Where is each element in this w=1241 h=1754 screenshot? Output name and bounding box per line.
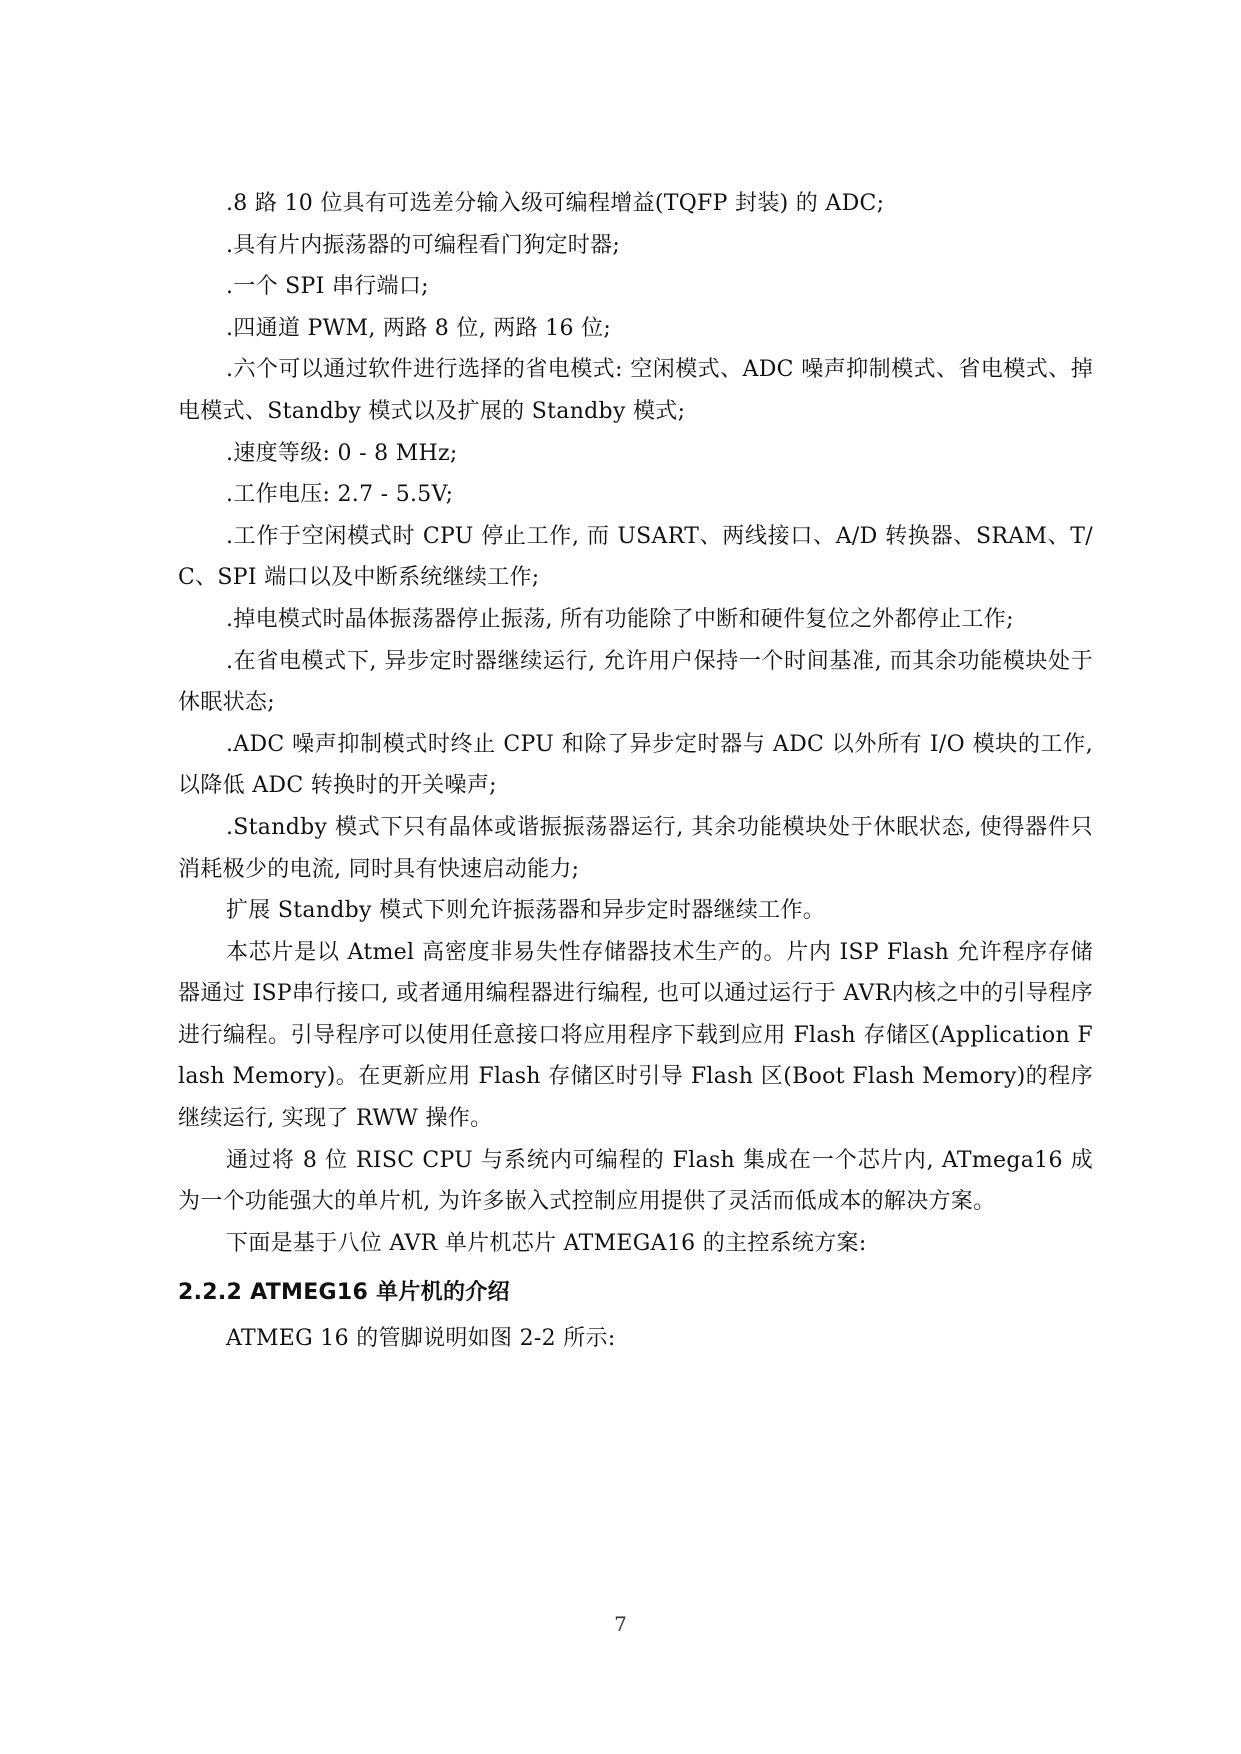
paragraph-power-save: .在省电模式下, 异步定时器继续运行, 允许用户保持一个时间基准, 而其余功能模块处于休眠状态; [178,648,1093,716]
paragraph-pwm: .四通道 PWM, 两路 8 位, 两路 16 位; [226,315,612,341]
page-body [178,183,1093,1360]
paragraph-power-down: .掉电模式时晶体振荡器停止振荡, 所有功能除了中断和硬件复位之外都停止工作; [226,606,1014,632]
section-heading: 2.2.2 ATMEG16 单片机的介绍 [178,1280,510,1306]
paragraph-adc: .8 路 10 位具有可选差分输入级可编程增益(TQFP 封装) 的 ADC; [226,191,885,216]
paragraph-risc-cpu: 通过将 8 位 RISC CPU 与系统内可编程的 Flash 集成在一个芯片内, ATmega16 成为一个功能强大的单片机, 为许多嵌入式控制应用提供了灵活而低成本的解决方案。 [178,1147,1093,1215]
paragraph-watchdog: .具有片内振荡器的可编程看门狗定时器; [226,232,621,258]
paragraph-flash-technology: 本芯片是以 Atmel 高密度非易失性存储器技术生产的。片内 ISP Flash 允许程序存储器通过 ISP串行接口, 或者通用编程器进行编程, 也可以通过运行于 AVR内核之中的引导程序进行编程。引导程序可以使用任意接口将应用程序下载到应用 Flash 存储区(Application Flash Memory)。在更新应用 Flash 存储区时引导 Flash 区(Boot Flash Memory)的程序继续运行, 实现了 RWW 操作。 [178,939,1093,1132]
paragraph-idle-mode: .工作于空闲模式时 CPU 停止工作, 而 USART、两线接口、A/D 转换器、SRAM、T/C、SPI 端口以及中断系统继续工作; [178,523,1093,591]
paragraph-spi: .一个 SPI 串行端口; [226,274,429,300]
paragraph-extended-standby: 扩展 Standby 模式下则允许振荡器和异步定时器继续工作。 [226,898,826,924]
paragraph-voltage: .工作电压: 2.7 - 5.5V; [226,482,454,508]
paragraph-adc-noise: .ADC 噪声抑制模式时终止 CPU 和除了异步定时器与 ADC 以外所有 I/O 模块的工作, 以降低 ADC 转换时的开关噪声; [178,731,1093,799]
paragraph-sleep-modes: .六个可以通过软件进行选择的省电模式: 空闲模式、ADC 噪声抑制模式、省电模式、掉电模式、Standby 模式以及扩展的 Standby 模式; [178,357,1093,424]
page-number: 7 [614,1612,627,1636]
paragraph-pin-description: ATMEG 16 的管脚说明如图 2-2 所示: [226,1326,616,1352]
paragraph-standby: .Standby 模式下只有晶体或谐振振荡器运行, 其余功能模块处于休眠状态, 使得器件只消耗极少的电流, 同时具有快速启动能力; [178,814,1093,882]
paragraph-system-scheme: 下面是基于八位 AVR 单片机芯片 ATMEGA16 的主控系统方案: [226,1230,867,1256]
paragraph-speed: .速度等级: 0 - 8 MHz; [226,440,458,466]
